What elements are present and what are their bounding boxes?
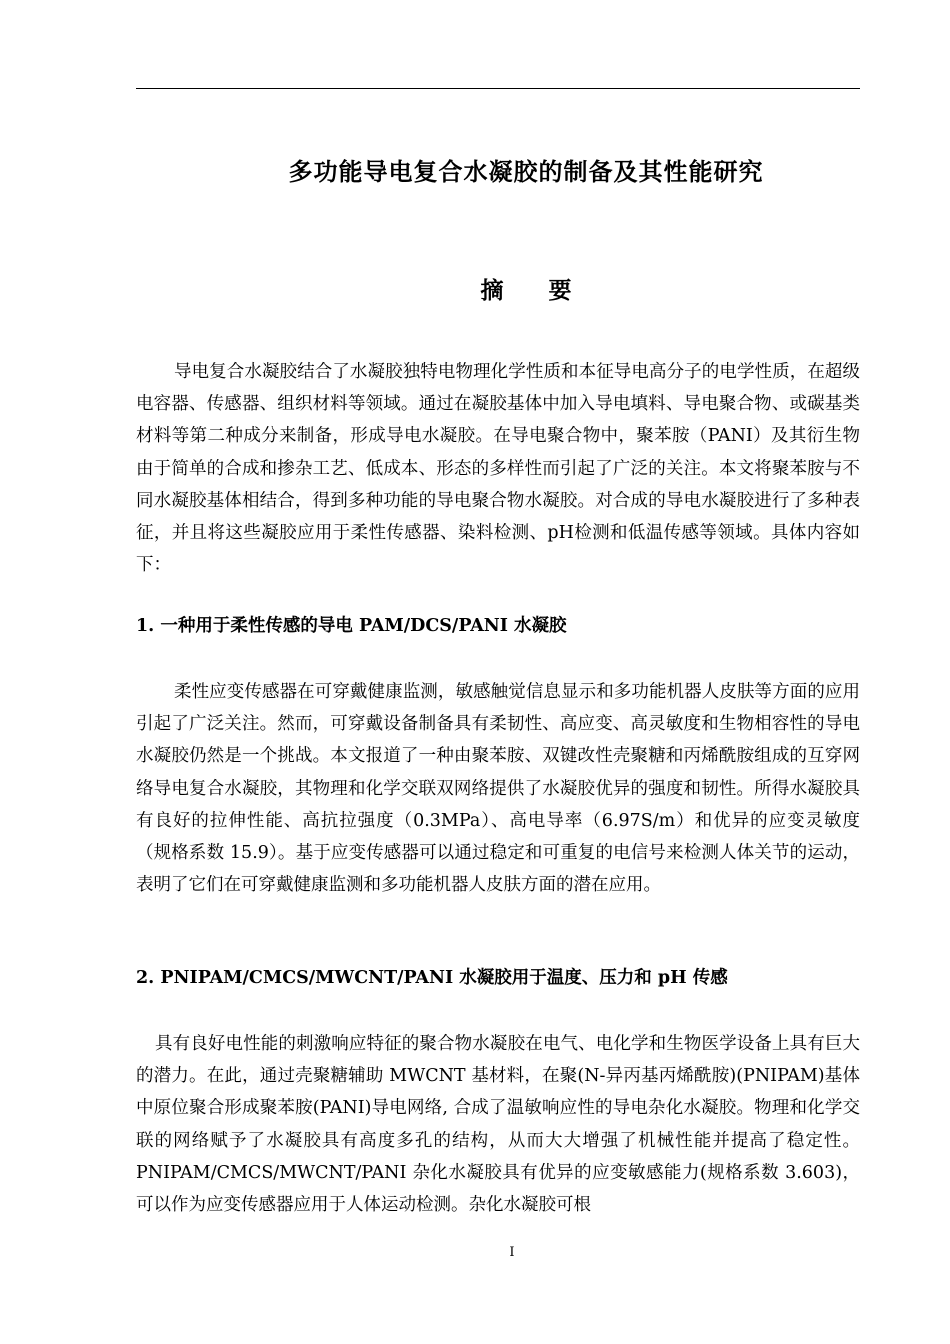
document-title: 多功能导电复合水凝胶的制备及其性能研究 <box>288 158 764 187</box>
page-number: I <box>509 1245 515 1260</box>
section-heading-1: 1. 一种用于柔性传感的导电 PAM/DCS/PANI 水凝胶 <box>136 616 567 636</box>
section-body-1: 柔性应变传感器在可穿戴健康监测，敏感触觉信息显示和多功能机器人皮肤等方面的应用引起了广泛关注。然而，可穿戴设备制备具有柔韧性、高应变、高灵敏度和生物相容性的导电水凝胶仍然是一个挑战。本文报道了一种由聚苯胺、双键改性壳聚糖和丙烯酰胺组成的互穿网络导电复合水凝胶，其物理和化学交联双网络提供了水凝胶优异的强度和韧性。所得水凝胶具有良好的拉伸性能、高抗拉强度（0.3MPa）、高电导率（6.97S/m）和优异的应变灵敏度（规格系数 15.9）。基于应变传感器可以通过稳定和可重复的电信号来检测人体关节的运动，表明了它们在可穿戴健康监测和多功能机器人皮肤方面的潜在应用。 <box>136 682 860 896</box>
section-heading-2: 2. PNIPAM/CMCS/MWCNT/PANI 水凝胶用于温度、压力和 pH 传感 <box>136 968 728 988</box>
abstract-heading: 摘要 <box>480 278 617 305</box>
intro-paragraph: 导电复合水凝胶结合了水凝胶独特电物理化学性质和本征导电高分子的电学性质，在超级电容器、传感器、组织材料等领域。通过在凝胶基体中加入导电填料、导电聚合物、或碳基类材料等第二种成分来制备，形成导电水凝胶。在导电聚合物中，聚苯胺（PANI）及其衍生物由于简单的合成和掺杂工艺、低成本、形态的多样性而引起了广泛的关注。本文将聚苯胺与不同水凝胶基体相结合，得到多种功能的导电聚合物水凝胶。对合成的导电水凝胶进行了多种表征，并且将这些凝胶应用于柔性传感器、染料检测、pH检测和低温传感等领域。具体内容如下： <box>136 362 860 576</box>
header-rule <box>136 88 860 89</box>
section-body-2: 具有良好电性能的刺激响应特征的聚合物水凝胶在电气、电化学和生物医学设备上具有巨大的潜力。在此，通过壳聚糖辅助 MWCNT 基材料，在聚(N-异丙基丙烯酰胺)(PNIPAM)基体中原位聚合形成聚苯胺(PANI)导电网络, 合成了温敏响应性的导电杂化水凝胶。物理和化学交联的网络赋予了水凝胶具有高度多孔的结构，从而大大增强了机械性能并提高了稳定性。PNIPAM/CMCS/MWCNT/PANI 杂化水凝胶具有优异的应变敏感能力(规格系数 3.603)，可以作为应变传感器应用于人体运动检测。杂化水凝胶可根 <box>136 1034 860 1216</box>
